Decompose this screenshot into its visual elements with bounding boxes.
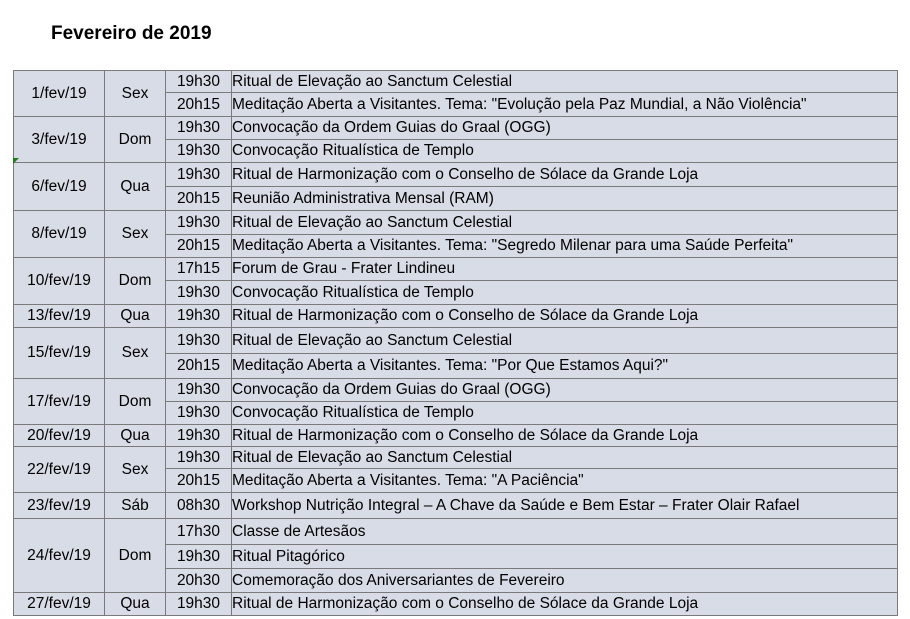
date-cell: 17/fev/19 <box>14 379 105 425</box>
date-cell: 23/fev/19 <box>14 493 105 519</box>
date-cell: 27/fev/19 <box>14 593 105 616</box>
event-cell: Ritual de Harmonização com o Conselho de Sólace da Grande Loja <box>232 593 898 616</box>
time-cell: 19h30 <box>166 140 232 163</box>
date-cell: 15/fev/19 <box>14 328 105 379</box>
event-cell: Ritual de Harmonização com o Conselho de Sólace da Grande Loja <box>232 305 898 328</box>
time-cell: 19h30 <box>166 425 232 447</box>
page-title: Fevereiro de 2019 <box>51 23 212 44</box>
time-cell: 19h30 <box>166 593 232 616</box>
time-cell: 19h30 <box>166 447 232 469</box>
time-cell: 20h15 <box>166 469 232 493</box>
event-cell: Ritual de Elevação ao Sanctum Celestial <box>232 447 898 469</box>
table-row <box>14 493 898 519</box>
time-cell: 19h30 <box>166 328 232 354</box>
time-cell: 19h30 <box>166 117 232 140</box>
event-cell: Ritual de Harmonização com o Conselho de Sólace da Grande Loja <box>232 163 898 187</box>
weekday-cell: Qua <box>105 305 166 328</box>
table-row <box>14 379 898 402</box>
event-cell: Ritual de Harmonização com o Conselho de Sólace da Grande Loja <box>232 425 898 447</box>
event-cell: Reunião Administrativa Mensal (RAM) <box>232 187 898 211</box>
event-cell: Convocação Ritualística de Templo <box>232 402 898 425</box>
date-cell: 22/fev/19 <box>14 447 105 493</box>
weekday-cell: Dom <box>105 258 166 305</box>
time-cell: 19h30 <box>166 281 232 305</box>
weekday-cell: Sex <box>105 447 166 493</box>
table-row <box>14 163 898 187</box>
table-row <box>14 447 898 469</box>
event-cell: Meditação Aberta a Visitantes. Tema: "Segredo Milenar para uma Saúde Perfeita" <box>232 235 898 258</box>
weekday-cell: Dom <box>105 379 166 425</box>
time-cell: 19h30 <box>166 402 232 425</box>
table-row <box>14 519 898 545</box>
weekday-cell: Qua <box>105 593 166 616</box>
table-row <box>14 425 898 447</box>
time-cell: 17h30 <box>166 519 232 545</box>
time-cell: 19h30 <box>166 379 232 402</box>
date-cell: 24/fev/19 <box>14 519 105 593</box>
event-cell: Convocação Ritualística de Templo <box>232 281 898 305</box>
time-cell: 19h30 <box>166 305 232 328</box>
schedule-table <box>13 70 898 616</box>
date-cell: 1/fev/19 <box>14 71 105 117</box>
time-cell: 19h30 <box>166 163 232 187</box>
event-cell: Convocação da Ordem Guias do Graal (OGG) <box>232 379 898 402</box>
time-cell: 20h15 <box>166 235 232 258</box>
weekday-cell: Sex <box>105 71 166 117</box>
event-cell: Forum de Grau - Frater Lindineu <box>232 258 898 281</box>
event-cell: Ritual Pitagórico <box>232 545 898 569</box>
event-cell: Convocação Ritualística de Templo <box>232 140 898 163</box>
weekday-cell: Sex <box>105 211 166 258</box>
time-cell: 08h30 <box>166 493 232 519</box>
event-cell: Meditação Aberta a Visitantes. Tema: "Evolução pela Paz Mundial, a Não Violência" <box>232 93 898 117</box>
table-row <box>14 328 898 354</box>
time-cell: 20h15 <box>166 93 232 117</box>
time-cell: 17h15 <box>166 258 232 281</box>
time-cell: 19h30 <box>166 211 232 235</box>
table-row <box>14 211 898 235</box>
event-cell: Classe de Artesãos <box>232 519 898 545</box>
table-row <box>14 593 898 616</box>
date-cell: 8/fev/19 <box>14 211 105 258</box>
event-cell: Ritual de Elevação ao Sanctum Celestial <box>232 71 898 93</box>
event-cell: Meditação Aberta a Visitantes. Tema: "A Paciência" <box>232 469 898 493</box>
time-cell: 19h30 <box>166 71 232 93</box>
date-cell: 6/fev/19 <box>14 163 105 211</box>
event-cell: Ritual de Elevação ao Sanctum Celestial <box>232 328 898 354</box>
time-cell: 20h30 <box>166 569 232 593</box>
weekday-cell: Qua <box>105 425 166 447</box>
time-cell: 20h15 <box>166 354 232 379</box>
date-cell: 20/fev/19 <box>14 425 105 447</box>
event-cell: Meditação Aberta a Visitantes. Tema: "Por Que Estamos Aqui?" <box>232 354 898 379</box>
table-row <box>14 305 898 328</box>
event-cell: Convocação da Ordem Guias do Graal (OGG) <box>232 117 898 140</box>
date-cell: 3/fev/19 <box>14 117 105 163</box>
cell-comment-indicator-icon <box>13 158 19 164</box>
event-cell: Workshop Nutrição Integral – A Chave da Saúde e Bem Estar – Frater Olair Rafael <box>232 493 898 519</box>
time-cell: 20h15 <box>166 187 232 211</box>
weekday-cell: Qua <box>105 163 166 211</box>
weekday-cell: Sex <box>105 328 166 379</box>
event-cell: Ritual de Elevação ao Sanctum Celestial <box>232 211 898 235</box>
time-cell: 19h30 <box>166 545 232 569</box>
table-row <box>14 258 898 281</box>
weekday-cell: Dom <box>105 519 166 593</box>
date-cell: 10/fev/19 <box>14 258 105 305</box>
table-row <box>14 117 898 140</box>
schedule-body <box>14 71 898 616</box>
date-cell: 13/fev/19 <box>14 305 105 328</box>
table-row <box>14 71 898 93</box>
weekday-cell: Dom <box>105 117 166 163</box>
event-cell: Comemoração dos Aniversariantes de Fevereiro <box>232 569 898 593</box>
weekday-cell: Sáb <box>105 493 166 519</box>
